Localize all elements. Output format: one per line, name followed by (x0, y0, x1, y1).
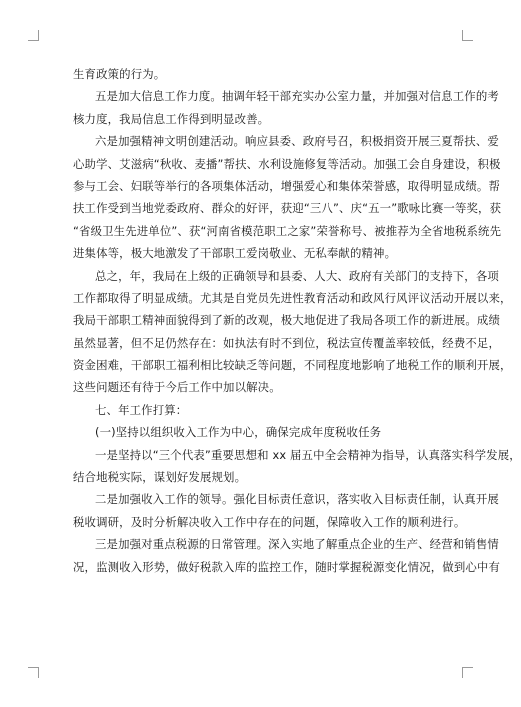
text-line: (一)坚持以组织收入工作为中心，确保完成年度税收任务 (95, 425, 382, 440)
text-line: 二是加强收入工作的领导。强化目标责任意识，落实收入目标责任制，认真开展 (95, 492, 499, 507)
text-line: 心助学、艾滋病“秋收、麦播”帮扶、水利设施修复等活动。加强工会自身建设，积极 (73, 156, 501, 171)
crop-mark-bottom-right (462, 667, 473, 678)
crop-mark-bottom-left (28, 667, 39, 678)
text-line: 这些问题还有待于今后工作中加以解决。 (73, 380, 281, 395)
text-line: 七、年工作打算： (95, 402, 188, 417)
crop-mark-top-right (462, 30, 473, 41)
text-line: 资金困难，干部职工福利相比较缺乏等问题，不同程度地影响了地税工作的顺利开展， (73, 358, 512, 373)
document-body (73, 63, 521, 578)
text-line: 五是加大信息工作力度。抽调年轻干部充实办公室力量，并加强对信息工作的考 (95, 89, 499, 104)
text-line: 生育政策的行为。 (73, 67, 166, 81)
text-line: 总之，年，我局在上级的正确领导和县委、人大、政府有关部门的支持下，各项 (95, 268, 499, 283)
crop-mark-top-left (28, 30, 39, 41)
text-line: 一是坚持以“三个代表”重要思想和 xx 届五中全会精神为指导，认真落实科学发展， (95, 447, 521, 462)
text-line: 税收调研，及时分析解决收入工作中存在的问题，保障收入工作的顺利进行。 (73, 514, 466, 529)
text-line: 三是加强对重点税源的日常管理。深入实地了解重点企业的生产、经营和销售情 (95, 537, 499, 552)
text-line: 核力度，我局信息工作得到明显改善。 (73, 111, 270, 126)
text-line: 我局干部职工精神面貌得到了新的改观，极大地促进了我局各项工作的新进展。成绩 (73, 313, 501, 328)
text-line: 况，监测收入形势，做好税款入库的监控工作，随时掌握税源变化情况，做到心中有 (73, 559, 501, 574)
text-line: 进集体等，极大地激发了干部职工爱岗敬业、无私奉献的精神。 (73, 246, 397, 261)
text-line: 虽然显著，但不足仍然存在：如执法有时不到位，税法宣传覆盖率较低，经费不足， (73, 335, 501, 350)
text-line: 六是加强精神文明创建活动。响应县委、政府号召，积极捐资开展三夏帮扶、爱 (95, 134, 499, 149)
text-line: 参与工会、妇联等举行的各项集体活动，增强爱心和集体荣誉感，取得明显成绩。帮 (73, 178, 501, 193)
text-line: “省级卫生先进单位”、获“河南省模范职工之家”荣誉称号、被推荐为全省地税系统先 (73, 223, 502, 238)
text-line: 结合地税实际，谋划好发展规划。 (73, 470, 247, 485)
text-line: 扶工作受到当地党委政府、群众的好评，获迎“三八”、庆“五一”歌咏比赛一等奖，获 (73, 201, 502, 216)
text-line: 工作都取得了明显成绩。尤其是自党员先进性教育活动和政风行风评议活动开展以来， (73, 290, 512, 305)
